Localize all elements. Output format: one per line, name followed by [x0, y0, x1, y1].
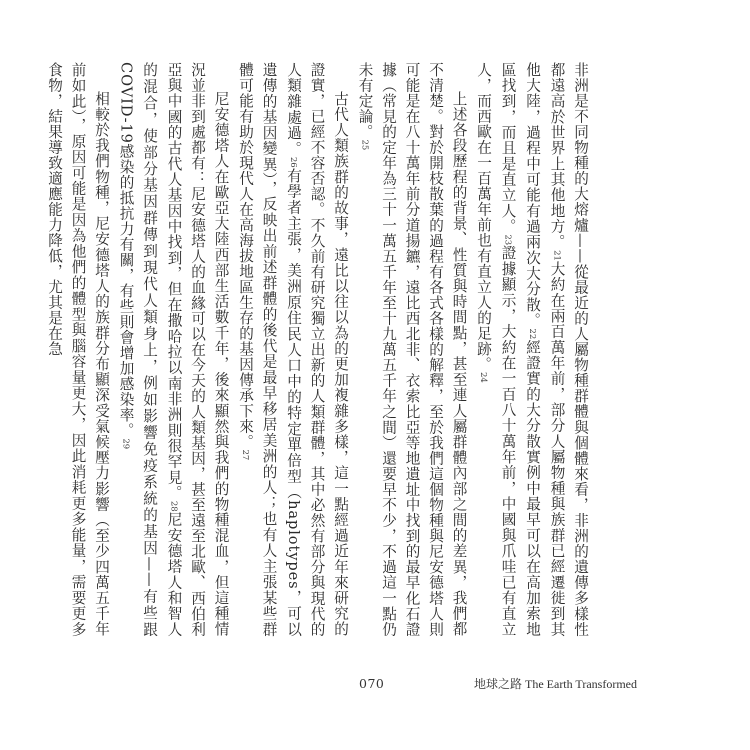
text-run: 尼安德塔人在歐亞大陸西部生活數千年，後來顯然與我們的物種混血，但這種情況並非到處都有：尼安德塔人的血緣可以在今天的人類基因，甚至遠至北歐、西伯利亞與中國的古代人基因中找到，但在撒哈拉以南非洲則很罕見。 [165, 62, 230, 637]
text-run: 上述各段歷程的背景、性質與時間點，甚至連人屬群體內部之間的差異，我們都不清楚。對於開枝散葉的過程有各式各樣的解釋，至於我們這個物種與尼安德塔人則可能是在八十萬年前分道揚鑣，遠比西北非、衣索比亞等地遺址中找到的最早化石證據（常見的定年為三十一萬五千年至十九萬五千年之間）還要早不少，不過這一點仍未有定論。 [356, 62, 468, 637]
text-run: 相較於我們物種，尼安德塔人的族群分布顯深受氣候壓力影響（至少四萬五千年前如此），原因可能是因為他們的體型與腦容量更大，因此消耗更多能量，需要更多食物，結果導致適應能力降低，尤其是在急 [46, 62, 110, 637]
paragraph [233, 62, 353, 637]
body-text [46, 62, 592, 638]
text-run: 尼安德塔人和智人的混合，使部分基因群傳到現代人類身上，例如影響免疫系統的基因——有些跟COVID-19感染的抵抗力有關，有些則會增加感染率。 [117, 62, 183, 638]
text-run: 經證實的大分散實例中最早可以在高加索地區找到，而且是直立人。 [499, 62, 541, 638]
footnote-marker: 24 [478, 372, 488, 383]
text-run: 非洲是不同物種的大熔爐——從最近的人屬物種群體與個體來看，非洲的遺傳多樣性都遠高於世界上其他地方。 [548, 62, 589, 637]
footnote-marker: 21 [551, 250, 562, 261]
paragraph [43, 62, 114, 637]
footnote-marker: 23 [502, 234, 513, 246]
footnote-marker: 26 [288, 156, 298, 168]
text-run: 大約在兩百萬年前，部分人屬物種與族群已經遷徙到其他大陸，過程中可能有過兩次大分散。 [524, 62, 566, 638]
paragraph [352, 62, 471, 637]
footnote-marker: 27 [240, 449, 250, 461]
footnote-marker: 28 [168, 500, 179, 512]
footnote-marker: 25 [359, 139, 370, 151]
text-run: 證據顯示，大約在一百八十萬年前，中國與爪哇已有直立人，而西歐在一百萬年前也有直立人的足跡。 [475, 62, 517, 638]
footnote-marker: 29 [120, 438, 131, 450]
paragraph [113, 62, 233, 637]
page-number: 070 [359, 676, 385, 691]
running-title: 地球之路 The Earth Transformed [474, 677, 637, 691]
text-run: 有學者主張，美洲原住民人口中的特定單倍型（haplotypes，可以遺傳的基因變異），反映出前述群體的後代是最早移居美洲的人；也有人主張某些群體可能有助於現代人在高海拔地區生存的基因傳承下來。 [237, 62, 302, 637]
footnote-marker: 22 [527, 328, 537, 340]
text-run: 古代人類族群的故事，遠比以往以為的更加複雜多樣，這一點經過近年來研究的證實，已經不容否認。不久前有研究獨立出新的人類群體，其中必然有部分與現代的人類雜處過。 [285, 62, 349, 637]
paragraph [471, 62, 593, 637]
